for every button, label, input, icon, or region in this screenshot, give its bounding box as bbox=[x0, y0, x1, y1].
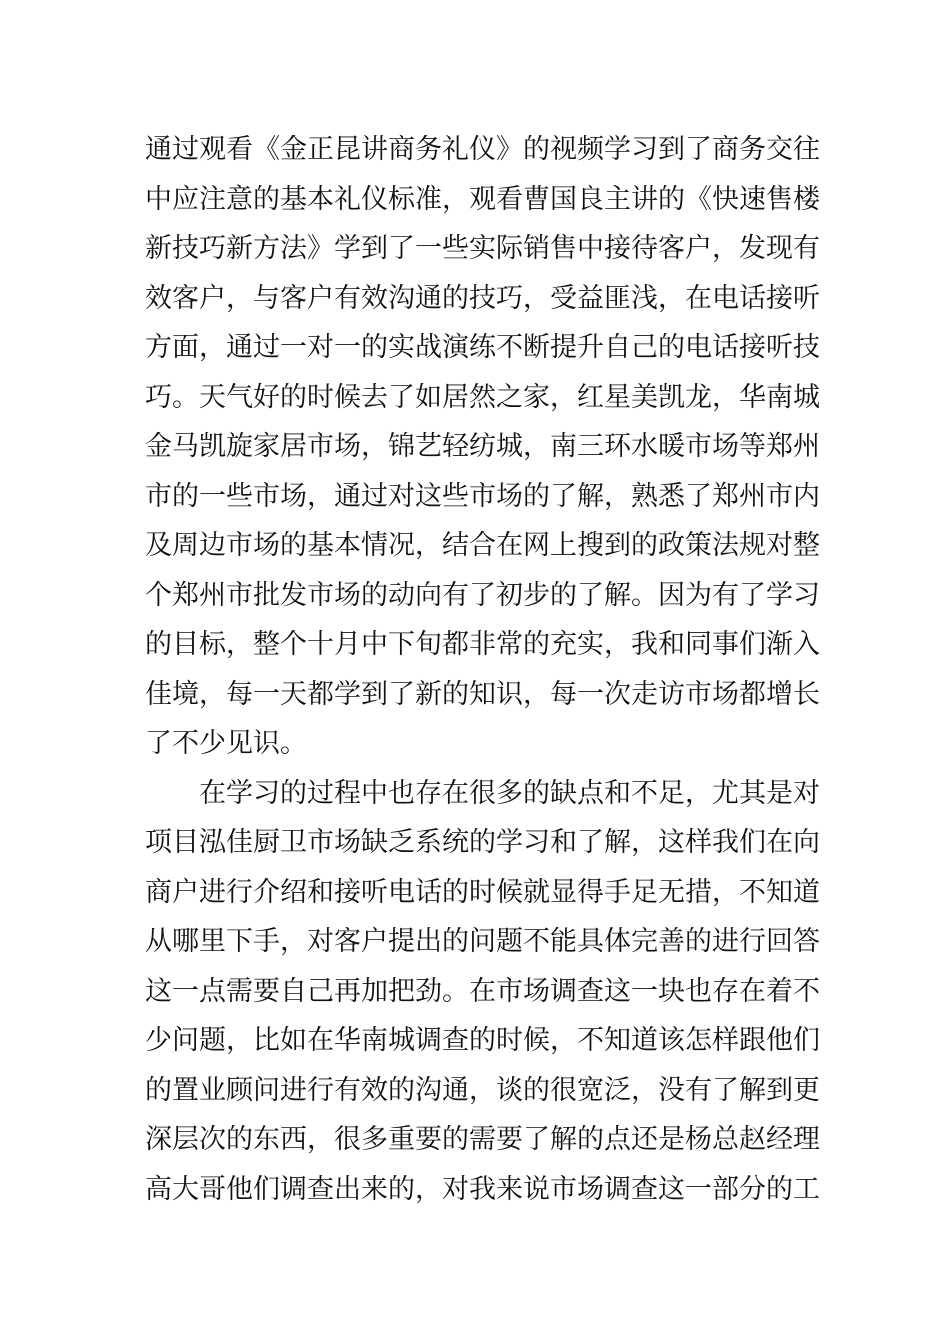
text-line: 项目泓佳厨卫市场缺乏系统的学习和了解，这样我们在向 bbox=[145, 827, 820, 858]
text-line: 佳境，每一天都学到了新的知识，每一次走访市场都增长 bbox=[145, 678, 820, 710]
text-line: 在学习的过程中也存在很多的缺点和不足，尤其是对 bbox=[199, 777, 820, 809]
paragraph-1 bbox=[145, 125, 820, 769]
text-line: 高大哥他们调查出来的，对我来说市场调查这一部分的工 bbox=[145, 1173, 820, 1205]
paragraph-2 bbox=[145, 769, 820, 1215]
text-line: 这一点需要自己再加把劲。在市场调查这一块也存在着不 bbox=[145, 975, 820, 1007]
text-line: 巧。天气好的时候去了如居然之家，红星美凯龙，华南城 bbox=[145, 381, 820, 413]
text-line: 金马凯旋家居市场，锦艺轻纺城，南三环水暖市场等郑州 bbox=[145, 431, 820, 462]
text-line: 及周边市场的基本情况，结合在网上搜到的政策法规对整 bbox=[145, 530, 820, 561]
text-line: 市的一些市场，通过对这些市场的了解，熟悉了郑州市内 bbox=[145, 480, 820, 512]
body-text bbox=[145, 125, 820, 1214]
text-line: 效客户，与客户有效沟通的技巧，受益匪浅，在电话接听 bbox=[145, 282, 820, 314]
text-line: 通过观看《金正昆讲商务礼仪》的视频学习到了商务交往 bbox=[145, 134, 820, 165]
text-line: 方面，通过一对一的实战演练不断提升自己的电话接听技 bbox=[145, 332, 820, 363]
text-line: 中应注意的基本礼仪标准，观看曹国良主讲的《快速售楼 bbox=[145, 183, 820, 215]
text-line: 新技巧新方法》学到了一些实际销售中接待客户，发现有 bbox=[145, 233, 820, 264]
text-line: 从哪里下手，对客户提出的问题不能具体完善的进行回答 bbox=[145, 926, 820, 957]
text-line: 的置业顾问进行有效的沟通，谈的很宽泛，没有了解到更 bbox=[145, 1074, 820, 1106]
text-line: 个郑州市批发市场的动向有了初步的了解。因为有了学习 bbox=[145, 579, 820, 611]
text-line: 深层次的东西，很多重要的需要了解的点还是杨总赵经理 bbox=[145, 1124, 820, 1155]
text-line: 商户进行介绍和接听电话的时候就显得手足无措，不知道 bbox=[145, 876, 820, 908]
text-line: 少问题，比如在华南城调查的时候，不知道该怎样跟他们 bbox=[145, 1025, 820, 1056]
text-line: 了不少见识。 bbox=[145, 728, 307, 759]
text-line: 的目标，整个十月中下旬都非常的充实，我和同事们渐入 bbox=[145, 629, 820, 660]
